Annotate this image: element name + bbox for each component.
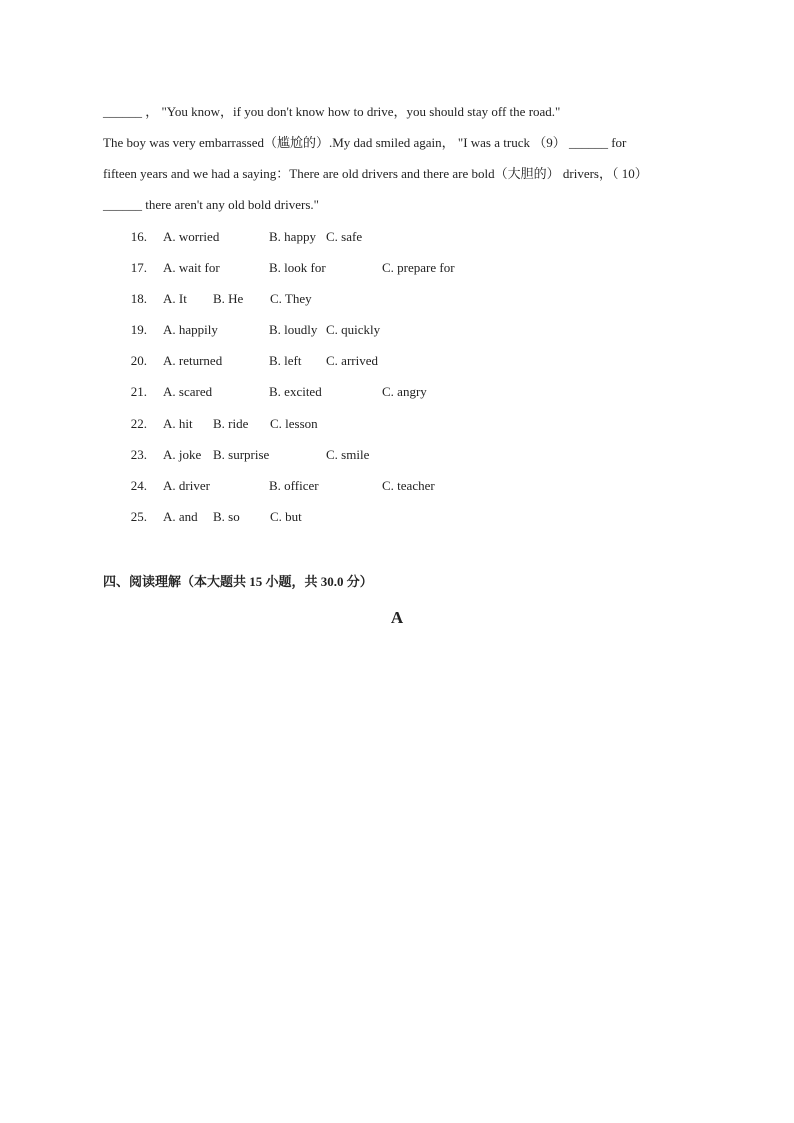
option-a: A. happily — [163, 322, 218, 337]
passage-line-2: The boy was very embarrassed（尴尬的）.My dad smiled again， "I was a truck （9） ______ for — [103, 135, 627, 150]
option-a: A. returned — [163, 353, 223, 368]
option-a: A. worried — [163, 229, 220, 244]
question-number: 20. — [130, 353, 147, 368]
option-c: C. angry — [382, 384, 427, 399]
question-number: 19. — [130, 322, 147, 337]
question-number: 23. — [130, 447, 147, 462]
option-b: B. He — [213, 291, 244, 306]
option-b: B. loudly — [269, 322, 318, 337]
option-c: C. lesson — [270, 416, 318, 431]
passage-title: A — [390, 608, 404, 627]
option-c: C. quickly — [326, 322, 381, 337]
option-a: A. It — [163, 291, 187, 306]
option-b: B. look for — [269, 260, 326, 275]
option-c: C. arrived — [326, 353, 378, 368]
option-b: B. surprise — [213, 447, 270, 462]
option-a: A. joke — [163, 447, 202, 462]
option-c: C. prepare for — [382, 260, 455, 275]
option-a: A. and — [163, 509, 198, 524]
section-heading: 四、阅读理解（本大题共 15 小题，共 30.0 分） — [103, 574, 373, 589]
option-a: A. scared — [163, 384, 213, 399]
option-b: B. so — [213, 509, 240, 524]
option-c: C. safe — [326, 229, 363, 244]
question-number: 25. — [130, 509, 147, 524]
option-b: B. left — [269, 353, 302, 368]
passage-line-3: fifteen years and we had a saying：There are old drivers and there are bold（大胆的） drivers，（ 10） — [103, 166, 648, 181]
option-c: C. teacher — [382, 478, 435, 493]
question-number: 21. — [130, 384, 147, 399]
passage-line-4: ______ there aren't any old bold drivers." — [103, 197, 319, 212]
question-number: 16. — [130, 229, 147, 244]
option-b: B. ride — [213, 416, 249, 431]
question-number: 22. — [130, 416, 147, 431]
option-a: A. wait for — [163, 260, 220, 275]
option-c: C. smile — [326, 447, 370, 462]
option-b: B. happy — [269, 229, 316, 244]
passage-line-1: ______ ， "You know，if you don't know how to drive，you should stay off the road." — [103, 104, 561, 119]
option-a: A. hit — [163, 416, 193, 431]
option-c: C. but — [270, 509, 302, 524]
question-number: 18. — [130, 291, 147, 306]
option-c: C. They — [270, 291, 312, 306]
question-number: 24. — [130, 478, 147, 493]
option-a: A. driver — [163, 478, 210, 493]
option-b: B. officer — [269, 478, 319, 493]
question-number: 17. — [130, 260, 147, 275]
option-b: B. excited — [269, 384, 322, 399]
